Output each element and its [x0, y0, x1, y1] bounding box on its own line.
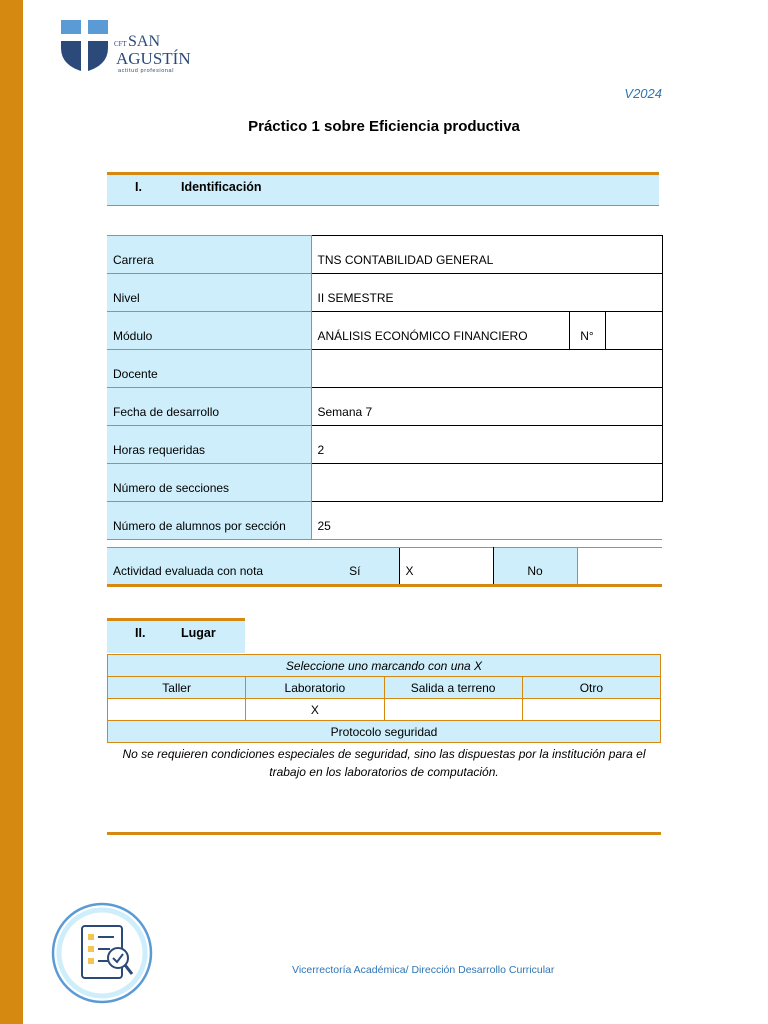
svg-text:SAN: SAN	[128, 33, 161, 50]
identification-table	[107, 235, 663, 540]
no-label: No	[493, 548, 577, 586]
row-value	[311, 464, 662, 502]
table-row	[107, 388, 662, 426]
row-value: ANÁLISIS ECONÓMICO FINANCIERO	[311, 312, 569, 350]
row-value: TNS CONTABILIDAD GENERAL	[311, 236, 662, 274]
table-row	[107, 350, 662, 388]
option-laboratorio: Laboratorio	[246, 677, 384, 699]
lugar-table	[107, 654, 661, 743]
number-label: N°	[569, 312, 605, 350]
table-row	[108, 721, 661, 743]
table-row	[107, 548, 662, 586]
section-identificacion-header	[107, 172, 659, 206]
mark-laboratorio: X	[246, 699, 384, 721]
protocol-label: Protocolo seguridad	[108, 721, 661, 743]
no-mark	[577, 548, 662, 586]
mark-salida-terreno	[384, 699, 522, 721]
page-title: Práctico 1 sobre Eficiencia productiva	[248, 118, 520, 135]
option-salida-terreno: Salida a terreno	[384, 677, 522, 699]
table-row	[107, 274, 662, 312]
protocol-text: No se requieren condiciones especiales de seguridad, sino las dispuestas por la institución para el trabajo en los laboratorios de computación.	[122, 747, 646, 779]
table-row	[107, 426, 662, 464]
row-label: Fecha de desarrollo	[107, 388, 311, 426]
row-value: II SEMESTRE	[311, 274, 662, 312]
row-value: 2	[311, 426, 662, 464]
row-label: Módulo	[107, 312, 311, 350]
table-row	[108, 677, 661, 699]
section-number: I.	[135, 180, 142, 194]
option-otro: Otro	[522, 677, 660, 699]
table-row	[108, 655, 661, 677]
section-label: Identificación	[181, 180, 262, 194]
svg-text:CFT: CFT	[114, 40, 127, 48]
svg-text:AGUSTÍN: AGUSTÍN	[116, 49, 191, 68]
row-label: Nivel	[107, 274, 311, 312]
row-value: 25	[311, 502, 662, 540]
row-label: Número de secciones	[107, 464, 311, 502]
row-label: Docente	[107, 350, 311, 388]
yes-mark: X	[399, 548, 493, 586]
section-label: Lugar	[181, 626, 216, 640]
table-row	[107, 502, 662, 540]
document-version: V2024	[624, 86, 662, 101]
option-taller: Taller	[108, 677, 246, 699]
checklist-icon	[50, 898, 158, 1008]
footer-text: Vicerrectoría Académica/ Dirección Desarrollo Curricular	[292, 964, 555, 976]
table-row	[108, 699, 661, 721]
bottom-divider	[107, 832, 661, 835]
mark-otro	[522, 699, 660, 721]
side-accent-bar	[0, 0, 23, 1024]
section-lugar-header	[107, 618, 245, 653]
number-value	[605, 312, 662, 350]
yes-label: Sí	[311, 548, 399, 586]
row-label: Número de alumnos por sección	[107, 502, 311, 540]
table-row	[107, 312, 662, 350]
table-row	[107, 464, 662, 502]
section-number: II.	[135, 626, 146, 640]
mark-taller	[108, 699, 246, 721]
evaluated-table	[107, 547, 662, 587]
row-label: Horas requeridas	[107, 426, 311, 464]
table-row	[107, 236, 662, 274]
row-label: Carrera	[107, 236, 311, 274]
svg-text:actitud profesional: actitud profesional	[118, 68, 175, 74]
row-value	[311, 350, 662, 388]
row-value: Semana 7	[311, 388, 662, 426]
lugar-instruction: Seleccione uno marcando con una X	[108, 655, 661, 677]
evaluated-label: Actividad evaluada con nota	[107, 548, 311, 586]
institution-logo	[58, 14, 208, 74]
